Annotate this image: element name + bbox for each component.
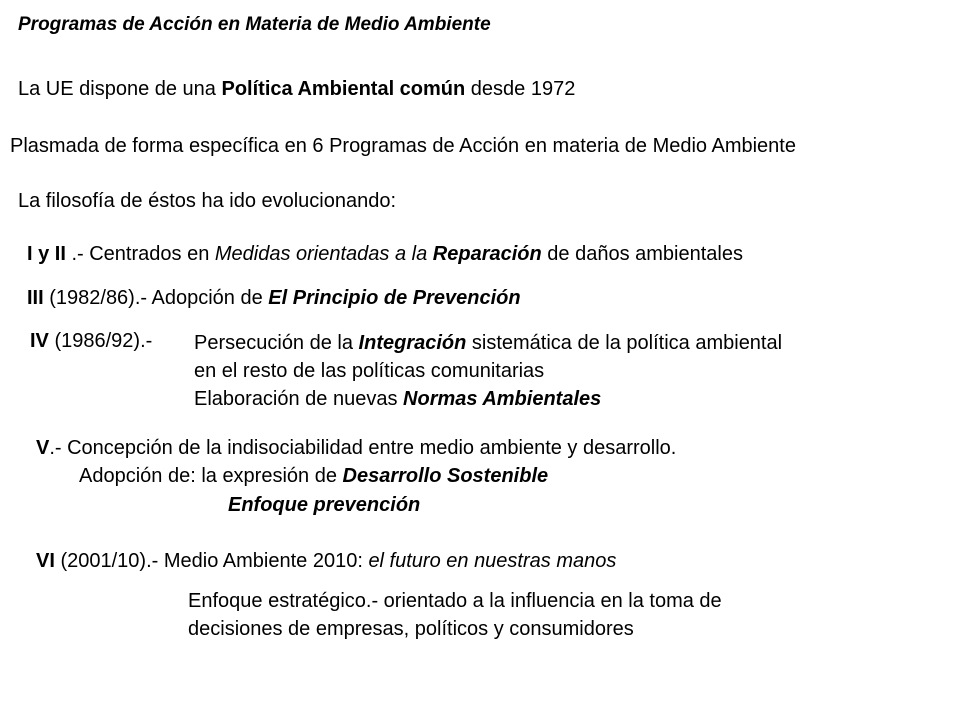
- program-iv-line-1: Persecución de la Integración sistemática de la política ambiental: [194, 332, 783, 354]
- program-iv-line-2: en el resto de las políticas comunitarias: [194, 360, 545, 382]
- program-vi-line-2: Enfoque estratégico.- orientado a la influencia en la toma de: [188, 590, 722, 612]
- program-i-ii: I y II .- Centrados en Medidas orientadas a la Reparación de daños ambientales: [27, 243, 743, 265]
- program-iii: III (1982/86).- Adopción de El Principio de Prevención: [27, 287, 521, 309]
- program-label: IV: [30, 330, 49, 352]
- program-iv-label: IV (1986/92).-: [30, 330, 153, 352]
- program-v-line-3: Enfoque prevención: [228, 494, 421, 516]
- program-label: VI: [36, 550, 55, 572]
- program-v-line-2: Adopción de: la expresión de Desarrollo Sostenible: [79, 465, 549, 487]
- program-v-line-1: V.- Concepción de la indisociabilidad entre medio ambiente y desarrollo.: [36, 437, 677, 459]
- intro-line-programs: Plasmada de forma específica en 6 Programas de Acción en materia de Medio Ambiente: [10, 135, 796, 157]
- program-label: III: [27, 287, 44, 309]
- program-label: V: [36, 437, 50, 459]
- page-title: Programas de Acción en Materia de Medio Ambiente: [18, 14, 491, 35]
- program-vi-line-1: VI (2001/10).- Medio Ambiente 2010: el futuro en nuestras manos: [36, 550, 617, 572]
- intro-line-common-policy: La UE dispone de una Política Ambiental común desde 1972: [18, 78, 576, 100]
- program-label: I y II: [27, 243, 66, 265]
- intro-line-philosophy: La filosofía de éstos ha ido evolucionando:: [18, 190, 397, 212]
- program-vi-line-3: decisiones de empresas, políticos y consumidores: [188, 618, 634, 640]
- emphasis-common-policy: Política Ambiental común: [221, 78, 466, 100]
- program-iv-line-3: Elaboración de nuevas Normas Ambientales: [194, 388, 602, 410]
